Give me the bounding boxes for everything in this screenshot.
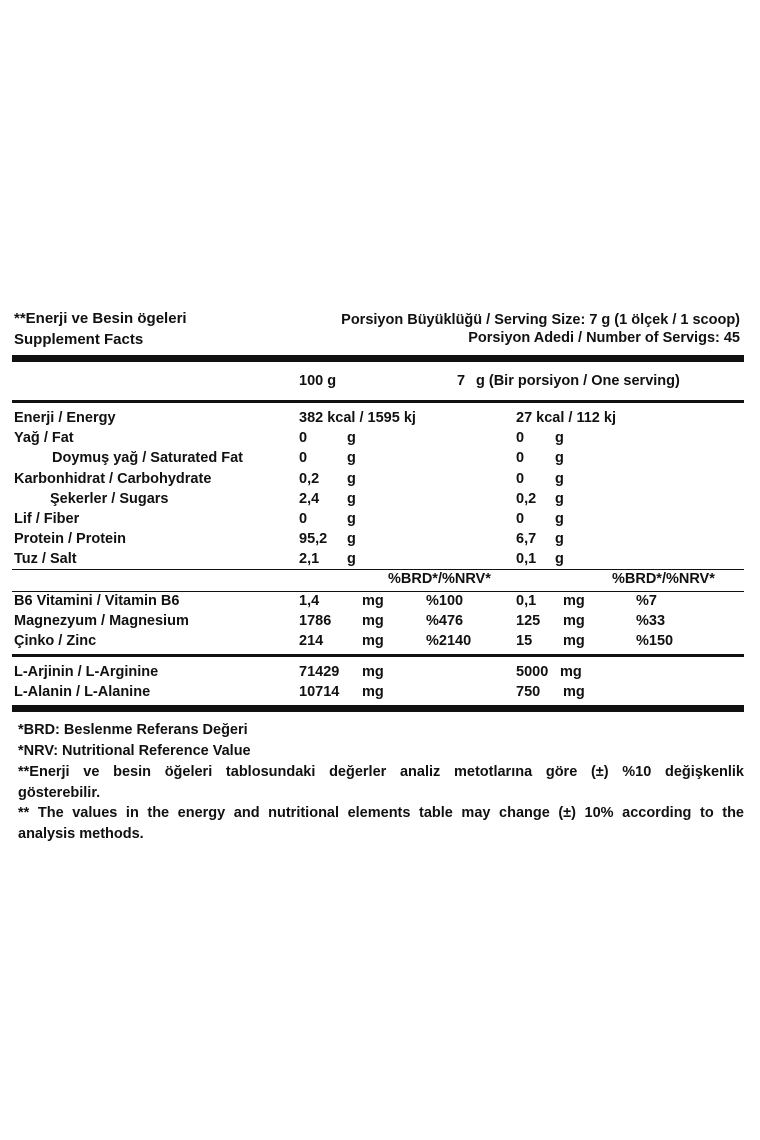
vitamin-name: B6 Vitamini / Vitamin B6 [14, 593, 180, 609]
unit-per-serving: mg [560, 664, 582, 680]
value-per-serving: 0,2 [516, 490, 537, 507]
unit-per-100g: mg [362, 633, 384, 649]
value-per-serving: 0,1 [516, 593, 537, 609]
nutrient-name: Protein / Protein [14, 531, 126, 548]
unit-per-100g: g [347, 490, 356, 507]
value-per-100g: 2,4 [299, 490, 320, 507]
unit-per-100g: g [347, 511, 356, 527]
value-per-100g: 2,1 [299, 551, 320, 568]
table-row [0, 684, 760, 704]
value-per-serving: 27 kcal / 112 kj [516, 410, 616, 426]
value-per-100g: 95,2 [299, 531, 328, 548]
column-header-serving-amount: 7 [457, 373, 466, 389]
value-per-serving: 0 [516, 511, 525, 527]
table-row [0, 410, 760, 430]
table-row [0, 471, 760, 491]
nutrient-name: Yağ / Fat [14, 430, 74, 447]
unit-per-100g: mg [362, 593, 384, 609]
value-per-serving: 15 [516, 633, 533, 649]
value-per-100g: 71429 [299, 664, 340, 680]
unit-per-serving: g [555, 531, 564, 548]
value-per-serving: 5000 [516, 664, 549, 680]
unit-per-serving: mg [563, 684, 585, 700]
unit-per-serving: g [555, 551, 564, 568]
unit-per-serving: mg [563, 613, 585, 629]
table-row [0, 450, 760, 470]
value-per-100g: 0,2 [299, 470, 320, 487]
vitamin-name: Magnezyum / Magnesium [14, 613, 189, 629]
unit-per-serving: mg [563, 593, 585, 609]
servings-count: Porsiyon Adedi / Number of Servigs: 45 [468, 330, 740, 346]
divider [12, 654, 744, 657]
unit-per-serving: g [555, 470, 564, 487]
value-per-serving: 0 [516, 470, 525, 487]
unit-per-100g: g [347, 551, 356, 568]
unit-per-serving: g [555, 450, 564, 467]
footnote-tr-line2: gösterebilir. [18, 785, 101, 801]
value-per-100g: 214 [299, 633, 324, 649]
table-row [0, 511, 760, 531]
footnote-tr-line1: **Enerji ve besin öğeleri tablosundaki değerler analiz metotlarına göre (±) %10 değişkenlik [18, 764, 744, 780]
divider-thick [12, 355, 744, 362]
nrv-per-100g: %476 [426, 613, 464, 629]
unit-per-serving: g [555, 430, 564, 447]
nutrient-name: Enerji / Energy [14, 410, 116, 426]
value-per-100g: 1786 [299, 613, 332, 629]
vitamin-name: Çinko / Zinc [14, 633, 97, 649]
unit-per-serving: g [555, 511, 564, 527]
unit-per-100g: g [347, 430, 356, 447]
divider [12, 569, 744, 570]
value-per-serving: 0 [516, 430, 525, 447]
value-per-serving: 6,7 [516, 531, 537, 548]
nutrient-name: Doymuş yağ / Saturated Fat [52, 450, 243, 467]
unit-per-serving: g [555, 490, 564, 507]
divider-thick [12, 705, 744, 712]
unit-per-100g: mg [362, 664, 384, 680]
table-row [0, 491, 760, 511]
value-per-serving: 0,1 [516, 551, 537, 568]
table-row [0, 633, 760, 653]
divider [12, 591, 744, 592]
unit-per-100g: g [347, 470, 356, 487]
amino-name: L-Arjinin / L-Arginine [14, 664, 159, 680]
table-row [0, 593, 760, 613]
nrv-per-serving: %33 [636, 613, 666, 629]
nutrient-name: Lif / Fiber [14, 511, 80, 527]
nrv-per-serving: %150 [636, 633, 674, 649]
serving-size: Porsiyon Büyüklüğü / Serving Size: 7 g (1 ölçek / 1 scoop) [341, 312, 740, 328]
column-header-per-serving: g (Bir porsiyon / One serving) [476, 373, 680, 389]
unit-per-100g: mg [362, 613, 384, 629]
column-header-per-100g: 100 g [299, 373, 337, 389]
value-per-100g: 0 [299, 450, 308, 467]
nutrient-name: Karbonhidrat / Carbohydrate [14, 470, 212, 487]
footnote-en-line1: ** The values in the energy and nutritional elements table may change (±) 10% according to the [18, 805, 744, 821]
nrv-header-100g: %BRD*/%NRV* [388, 571, 491, 587]
unit-per-100g: mg [362, 684, 384, 700]
nutrient-name: Tuz / Salt [14, 551, 77, 568]
value-per-serving: 125 [516, 613, 541, 629]
value-per-serving: 0 [516, 450, 525, 467]
nrv-per-100g: %2140 [426, 633, 472, 649]
panel-title-en: Supplement Facts [14, 331, 144, 348]
nrv-per-serving: %7 [636, 593, 657, 609]
panel-title-tr: **Enerji ve Besin ögeleri [14, 310, 187, 327]
value-per-100g: 0 [299, 511, 308, 527]
value-per-100g: 0 [299, 430, 308, 447]
footnote-en-line2: analysis methods. [18, 826, 144, 842]
amino-name: L-Alanin / L-Alanine [14, 684, 151, 700]
value-per-100g: 10714 [299, 684, 340, 700]
unit-per-serving: mg [563, 633, 585, 649]
nrv-per-100g: %100 [426, 593, 464, 609]
table-row [0, 430, 760, 450]
nrv-header-serving: %BRD*/%NRV* [612, 571, 715, 587]
divider [12, 400, 744, 403]
unit-per-100g: g [347, 531, 356, 548]
footnote-brd: *BRD: Beslenme Referans Değeri [18, 722, 248, 738]
value-per-100g: 1,4 [299, 593, 320, 609]
table-row [0, 664, 760, 684]
table-row [0, 613, 760, 633]
value-per-100g: 382 kcal / 1595 kj [299, 410, 416, 426]
unit-per-100g: g [347, 450, 356, 467]
value-per-serving: 750 [516, 684, 541, 700]
footnote-nrv: *NRV: Nutritional Reference Value [18, 743, 251, 759]
table-row [0, 531, 760, 551]
nutrient-name: Şekerler / Sugars [50, 490, 169, 507]
